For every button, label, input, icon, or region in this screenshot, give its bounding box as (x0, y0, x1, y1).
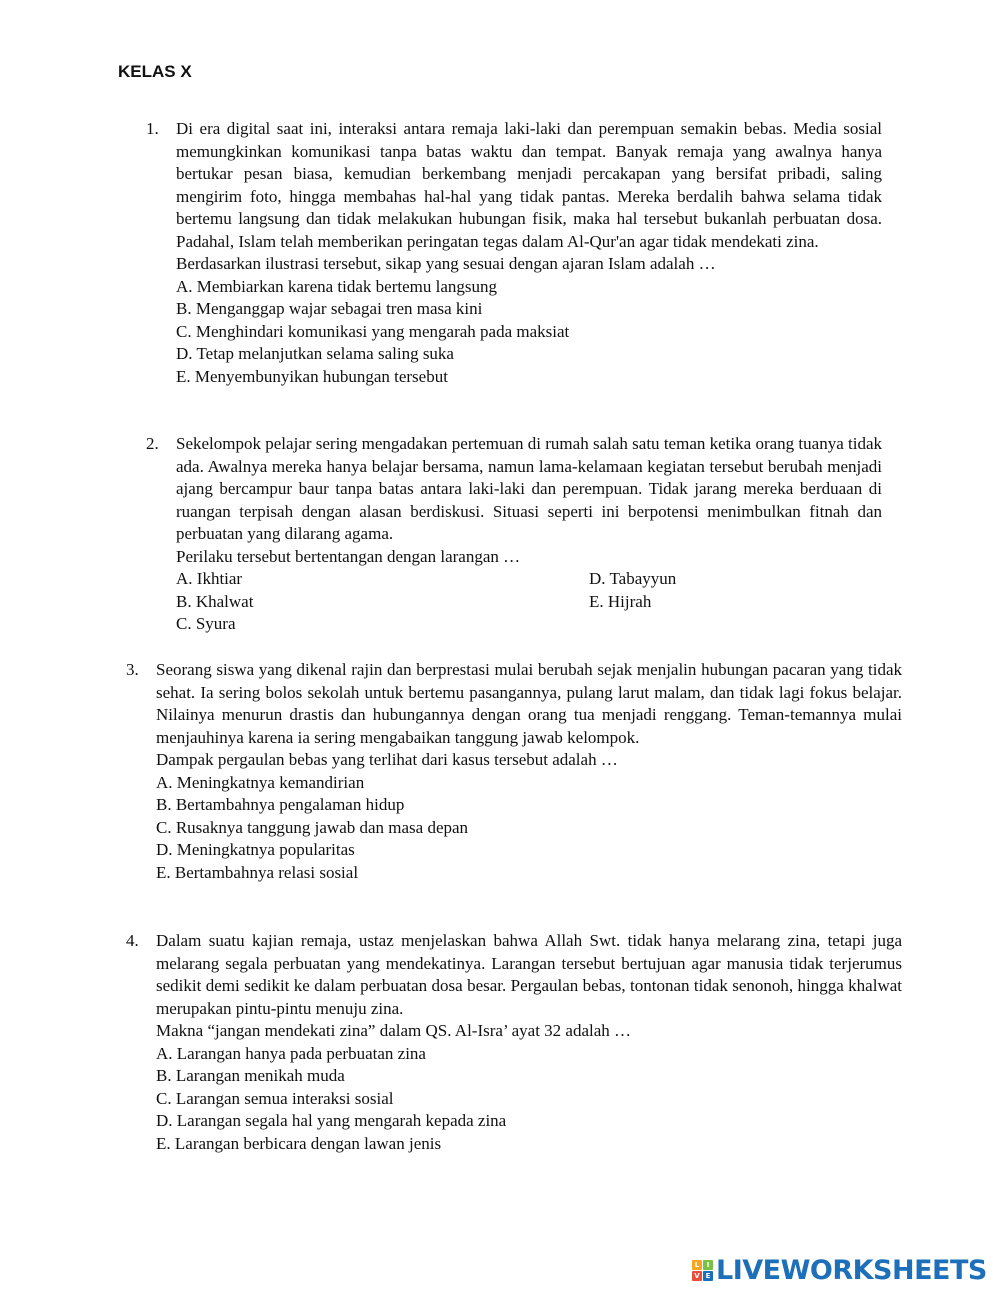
question-2 (146, 433, 882, 636)
question-prompt: Perilaku tersebut bertentangan dengan larangan … (176, 546, 521, 566)
option-b[interactable]: B. Bertambahnya pengalaman hidup (156, 795, 405, 814)
option-c[interactable]: C. Rusaknya tanggung jawab dan masa depan (156, 817, 469, 837)
option-b[interactable]: B. Menganggap wajar sebagai tren masa kini (176, 299, 483, 318)
question-4 (126, 930, 902, 1155)
option-a[interactable]: A. Ikhtiar (176, 569, 243, 588)
question-3 (126, 659, 902, 884)
logo-block: I (703, 1260, 713, 1270)
logo-blocks-icon (692, 1260, 713, 1281)
option-c[interactable]: C. Menghindari komunikasi yang mengarah pada maksiat (176, 321, 570, 341)
question-stem: Dalam suatu kajian remaja, ustaz menjelaskan bahwa Allah Swt. tidak hanya melarang zina, tetapi juga melarang segala perbuatan yang mendekatinya. Larangan tersebut bertujuan agar manusia tidak terjerumus sedikit demi sedikit ke dalam perbuatan dosa besar. Pergaulan bebas, tontonan tidak senonoh, hingga khalwat merupakan pintu-pintu menuju zina. (156, 931, 902, 1018)
option-d[interactable]: D. Meningkatnya popularitas (156, 840, 355, 859)
question-stem: Di era digital saat ini, interaksi antara remaja laki-laki dan perempuan semakin bebas. Media sosial memungkinkan komunikasi tanpa batas waktu dan tempat. Banyak remaja yang awalnya hanya bertukar pesan biasa, kemudian berkembang menjadi percakapan yang bersifat pribadi, saling mengirim foto, hingga membahas hal-hal yang tidak pantas. Mereka berdalih bahwa selama tidak bertemu langsung dan tidak melakukan hubungan fisik, maka hal tersebut bukanlah perbuatan dosa. Padahal, Islam telah memberikan peringatan tegas dalam Al-Qur'an agar tidak mendekati zina. (176, 119, 882, 251)
question-stem: Seorang siswa yang dikenal rajin dan berprestasi mulai berubah sejak menjalin hubungan pacaran yang tidak sehat. Ia sering bolos sekolah untuk bertemu pasangannya, pulang larut malam, dan tidak lagi fokus belajar. Nilainya menurun drastis dan hubungannya dengan orang tua menjadi renggang. Teman-temannya mulai menjauhinya karena ia sering mengabaikan tanggung jawab kelompok. (156, 660, 902, 747)
question-number: 2. (146, 434, 159, 453)
options-grid (176, 568, 882, 636)
option-e[interactable]: E. Bertambahnya relasi sosial (156, 862, 359, 882)
question-stem: Sekelompok pelajar sering mengadakan pertemuan di rumah salah satu teman ketika orang tuanya tidak ada. Awalnya mereka hanya belajar bersama, namun lama-kelamaan kegiatan tersebut berubah menjadi ajang bercampur baur tanpa batas antara laki-laki dan perempuan. Tidak jarang mereka berduaan di ruangan terpisah dengan alasan berdiskusi. Situasi seperti ini berpotensi menimbulkan fitnah dan perbuatan yang dilarang agama. (176, 434, 882, 543)
option-a[interactable]: A. Meningkatnya kemandirian (156, 772, 365, 792)
liveworksheets-logo[interactable] (692, 1254, 987, 1286)
option-c[interactable]: C. Syura (176, 614, 236, 633)
question-number: 1. (146, 119, 159, 138)
logo-text: LIVEWORKSHEETS (716, 1254, 987, 1286)
question-1 (146, 118, 882, 388)
option-e[interactable]: E. Menyembunyikan hubungan tersebut (176, 366, 448, 386)
option-d[interactable]: D. Tabayyun (589, 569, 677, 588)
option-d[interactable]: D. Tetap melanjutkan selama saling suka (176, 344, 454, 363)
option-c[interactable]: C. Larangan semua interaksi sosial (156, 1088, 394, 1108)
option-a[interactable]: A. Membiarkan karena tidak bertemu langsung (176, 276, 498, 296)
option-a[interactable]: A. Larangan hanya pada perbuatan zina (156, 1043, 426, 1063)
question-prompt: Berdasarkan ilustrasi tersebut, sikap yang sesuai dengan ajaran Islam adalah … (176, 254, 716, 273)
question-number: 4. (126, 931, 139, 950)
option-e[interactable]: E. Hijrah (589, 591, 652, 611)
question-prompt: Dampak pergaulan bebas yang terlihat dari kasus tersebut adalah … (156, 750, 618, 769)
option-b[interactable]: B. Khalwat (176, 591, 254, 611)
question-number: 3. (126, 660, 139, 679)
option-b[interactable]: B. Larangan menikah muda (156, 1066, 345, 1085)
logo-block: L (692, 1260, 702, 1270)
option-d[interactable]: D. Larangan segala hal yang mengarah kepada zina (156, 1111, 507, 1130)
question-prompt: Makna “jangan mendekati zina” dalam QS. Al-Isra’ ayat 32 adalah … (156, 1021, 632, 1040)
page-title: KELAS X (118, 62, 192, 81)
logo-block: E (703, 1271, 713, 1281)
logo-block: V (692, 1271, 702, 1281)
option-e[interactable]: E. Larangan berbicara dengan lawan jenis (156, 1133, 442, 1153)
